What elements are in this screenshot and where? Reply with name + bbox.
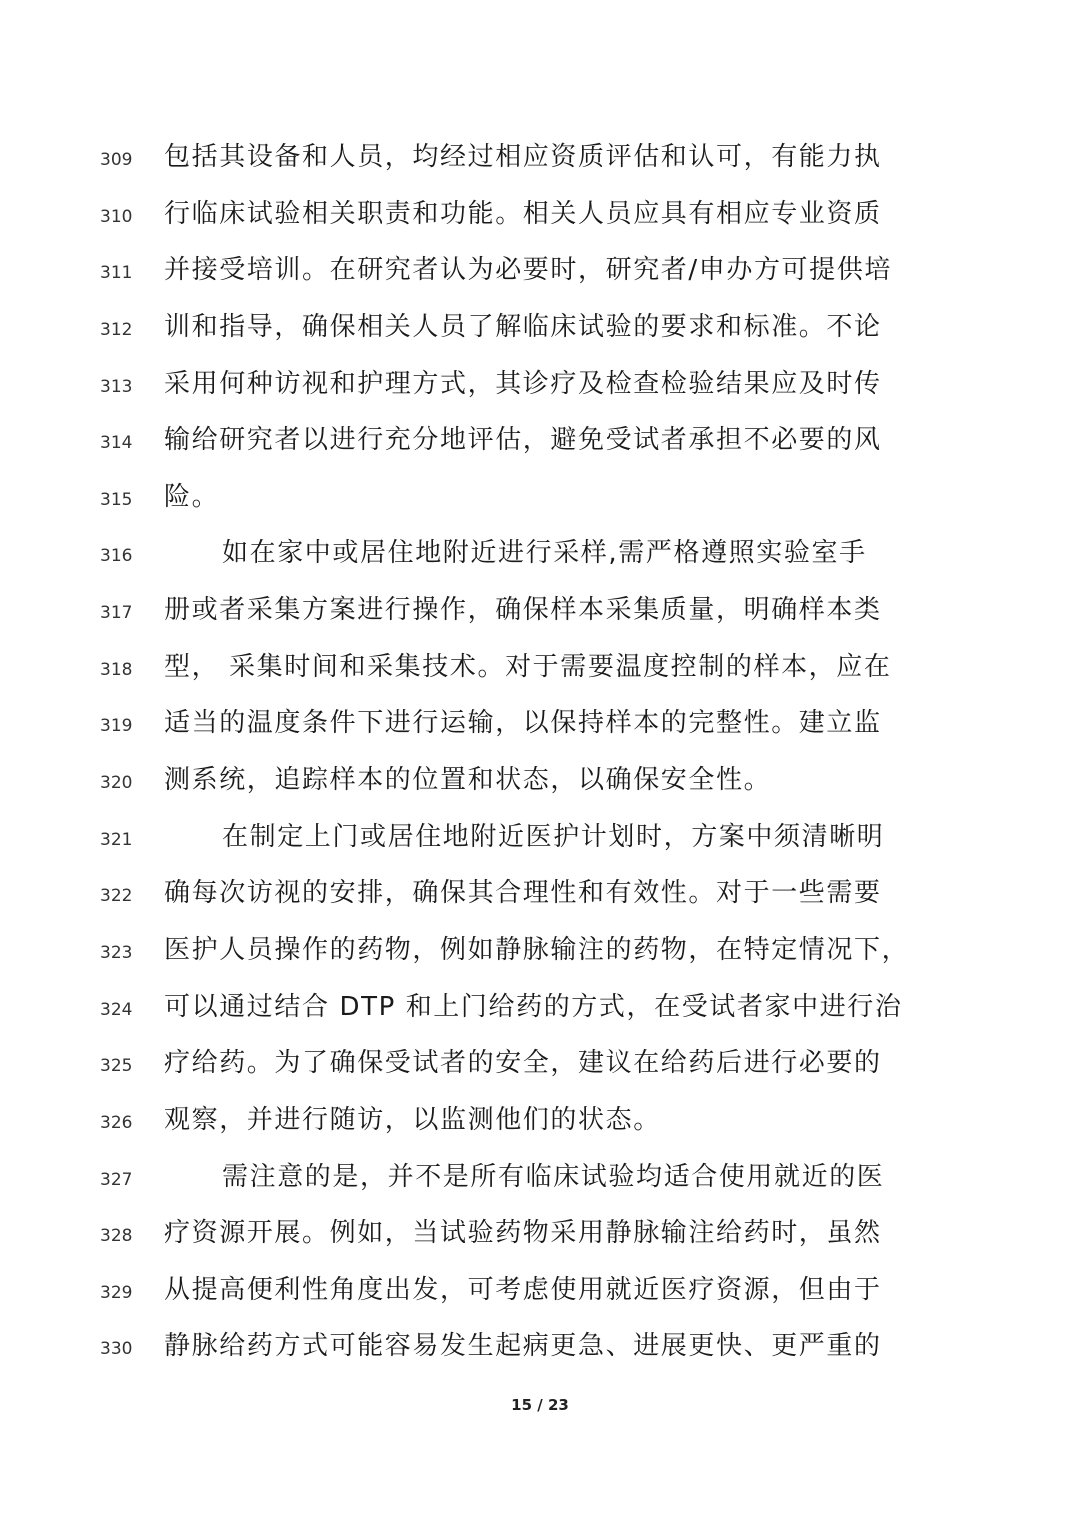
text-line — [0, 1038, 1080, 1095]
line-number: 325 — [100, 1056, 133, 1077]
line-text: 观察，并进行随访，以监测他们的状态。 — [164, 1104, 661, 1135]
line-number: 317 — [100, 603, 133, 624]
line-number: 327 — [100, 1169, 133, 1190]
line-number: 315 — [100, 489, 133, 510]
line-number: 312 — [100, 319, 133, 340]
line-number: 324 — [100, 999, 133, 1020]
current-page-number: 15 — [511, 1396, 533, 1414]
line-text: 包括其设备和人员，均经过相应资质评估和认可，有能力执 — [164, 142, 882, 172]
total-page-count: 23 — [547, 1396, 569, 1414]
text-line — [0, 132, 1080, 189]
line-number: 319 — [100, 716, 133, 737]
line-number: 329 — [100, 1282, 133, 1303]
line-text: 册或者采集方案进行操作，确保样本采集质量，明确样本类 — [164, 595, 882, 626]
line-text: 确每次访视的安排，确保其合理性和有效性。对于一些需要 — [164, 878, 882, 909]
line-number: 321 — [100, 829, 133, 850]
paragraph-first-line: 在制定上门或居住地附近医护计划时，方案中须清晰明 — [222, 821, 885, 852]
text-line — [0, 642, 1080, 699]
line-text: 训和指导，确保相关人员了解临床试验的要求和标准。不论 — [164, 311, 882, 342]
line-text: 适当的温度条件下进行运输，以保持样本的完整性。建立监 — [164, 708, 882, 739]
line-number: 314 — [100, 433, 133, 454]
paragraph-first-line: 需注意的是，并不是所有临床试验均适合使用就近的医 — [222, 1161, 885, 1192]
line-text: 静脉给药方式可能容易发生起病更急、进展更快、更严重的 — [164, 1331, 882, 1362]
paragraph-first-line: 如在家中或居住地附近进行采样,需严格遵照实验室手 — [222, 538, 867, 569]
text-line — [0, 585, 1080, 642]
line-number: 320 — [100, 773, 133, 794]
numbered-text-body — [0, 132, 1080, 1378]
text-line — [0, 925, 1080, 982]
line-text: 并接受培训。在研究者认为必要时，研究者/申办方可提供培 — [164, 255, 892, 286]
line-text: 型， 采集时间和采集技术。对于需要温度控制的样本，应在 — [164, 651, 892, 682]
text-line — [0, 415, 1080, 472]
page-number-footer — [0, 1396, 1080, 1414]
text-line — [0, 189, 1080, 246]
line-text: 行临床试验相关职责和功能。相关人员应具有相应专业资质 — [164, 198, 882, 229]
text-line — [0, 812, 1080, 869]
line-number: 322 — [100, 886, 133, 907]
text-line — [0, 1265, 1080, 1322]
line-number: 330 — [100, 1339, 133, 1360]
line-text: 疗资源开展。例如，当试验药物采用静脉输注给药时，虽然 — [164, 1218, 882, 1249]
text-line — [0, 1208, 1080, 1265]
line-number: 310 — [100, 206, 133, 227]
text-line — [0, 245, 1080, 302]
text-line — [0, 1321, 1080, 1378]
line-number: 311 — [100, 263, 133, 284]
text-line — [0, 1095, 1080, 1152]
line-number: 326 — [100, 1112, 133, 1133]
line-text: 医护人员操作的药物，例如静脉输注的药物，在特定情况下， — [164, 934, 910, 965]
line-number: 313 — [100, 376, 133, 397]
text-line — [0, 1152, 1080, 1209]
text-line — [0, 982, 1080, 1039]
text-line — [0, 302, 1080, 359]
line-number: 323 — [100, 942, 133, 963]
text-line — [0, 359, 1080, 416]
line-text: 疗给药。为了确保受试者的安全，建议在给药后进行必要的 — [164, 1048, 882, 1079]
line-number: 328 — [100, 1226, 133, 1247]
line-number: 309 — [100, 150, 133, 170]
line-text: 采用何种访视和护理方式，其诊疗及检查检验结果应及时传 — [164, 368, 882, 399]
line-text: 可以通过结合 DTP 和上门给药的方式，在受试者家中进行治 — [164, 991, 903, 1022]
text-line — [0, 472, 1080, 529]
line-text: 输给研究者以进行充分地评估，避免受试者承担不必要的风 — [164, 425, 882, 456]
page-separator: / — [537, 1396, 543, 1414]
text-line — [0, 755, 1080, 812]
line-text: 险。 — [164, 481, 220, 512]
line-number: 316 — [100, 546, 133, 567]
text-line — [0, 868, 1080, 925]
text-line — [0, 528, 1080, 585]
text-line — [0, 698, 1080, 755]
line-text: 从提高便利性角度出发，可考虑使用就近医疗资源，但由于 — [164, 1274, 882, 1305]
line-number: 318 — [100, 659, 133, 680]
line-text: 测系统，追踪样本的位置和状态，以确保安全性。 — [164, 765, 772, 796]
